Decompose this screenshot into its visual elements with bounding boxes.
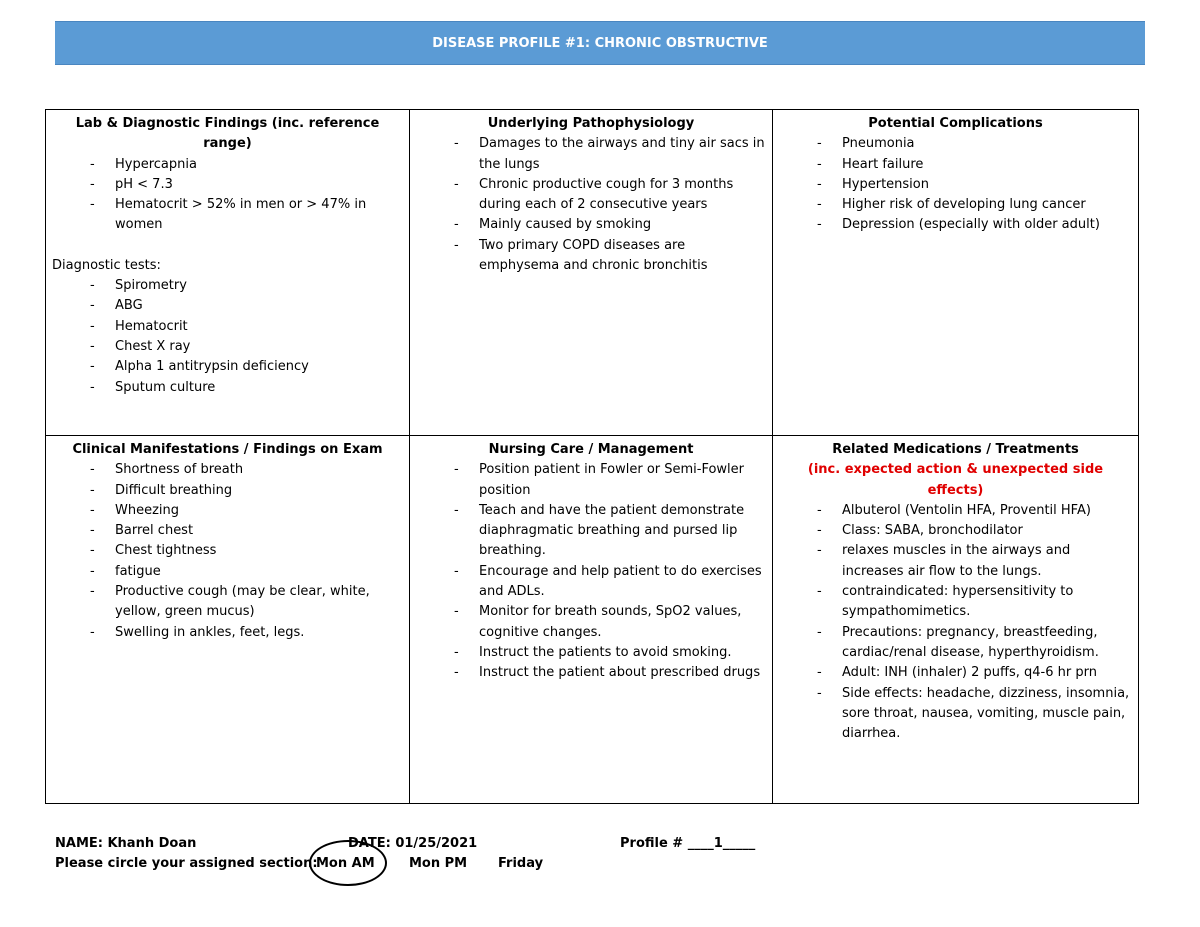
list-item: - Hematocrit > 52% in men or > 47% in women [90, 195, 403, 236]
section-option-mon-am: Mon AM [316, 856, 375, 871]
list-item: - Damages to the airways and tiny air sacs in the lungs [454, 134, 766, 175]
list-item: - Spirometry [90, 276, 403, 296]
complications-list [779, 134, 1132, 235]
list-item: - Adult: INH (inhaler) 2 puffs, q4-6 hr prn [817, 663, 1132, 683]
list-item: - Productive cough (may be clear, white, yellow, green mucus) [90, 582, 403, 623]
diagnostic-tests-heading: Diagnostic tests: [52, 257, 161, 273]
list-item: - Encourage and help patient to do exercises and ADLs. [454, 562, 766, 603]
list-item: - pH < 7.3 [90, 175, 403, 195]
lab-findings-cell [46, 110, 410, 436]
list-item: - Depression (especially with older adult) [817, 215, 1132, 235]
cell-title: Potential Complications [868, 116, 1043, 131]
list-item: - Wheezing [90, 501, 403, 521]
list-item: - ABG [90, 296, 403, 316]
cell-title: Related Medications / Treatments [832, 442, 1079, 457]
list-item: - Monitor for breath sounds, SpO2 values, cognitive changes. [454, 602, 766, 643]
pathophysiology-list [416, 134, 766, 276]
pathophysiology-cell [410, 110, 773, 436]
lab-findings-list [52, 155, 403, 236]
page-title: DISEASE PROFILE #1: CHRONIC OBSTRUCTIVE [432, 35, 768, 51]
list-item: - Sputum culture [90, 378, 403, 398]
list-item: - Swelling in ankles, feet, legs. [90, 623, 403, 643]
footer [55, 834, 955, 874]
cell-title: Lab & Diagnostic Findings (inc. reference range) [75, 116, 380, 152]
cell-title: Underlying Pathophysiology [487, 116, 695, 131]
date-field: DATE: 01/25/2021 [348, 836, 478, 851]
section-option-mon-pm: Mon PM [409, 856, 468, 871]
section-circle-mark [309, 840, 387, 886]
list-item: - Chest X ray [90, 337, 403, 357]
list-item: - Chest tightness [90, 541, 403, 561]
section-prompt: Please circle your assigned section: [55, 856, 318, 871]
student-name: NAME: Khanh Doan [55, 836, 197, 851]
list-item: - Hematocrit [90, 317, 403, 337]
list-item: - Shortness of breath [90, 460, 403, 480]
page-banner [55, 21, 1145, 65]
list-item: - contraindicated: hypersensitivity to sympathomimetics. [817, 582, 1132, 623]
list-item: - Barrel chest [90, 521, 403, 541]
list-item: - Alpha 1 antitrypsin deficiency [90, 357, 403, 377]
list-item: - Hypertension [817, 175, 1132, 195]
list-item: - fatigue [90, 562, 403, 582]
cell-title: Nursing Care / Management [488, 442, 694, 457]
list-item: - Two primary COPD diseases are emphysema and chronic bronchitis [454, 236, 766, 277]
list-item: - Higher risk of developing lung cancer [817, 195, 1132, 215]
list-item: - Class: SABA, bronchodilator [817, 521, 1132, 541]
list-item: - Position patient in Fowler or Semi-Fowler position [454, 460, 766, 501]
list-item: - Albuterol (Ventolin HFA, Proventil HFA) [817, 501, 1132, 521]
clinical-manifestations-list [52, 460, 403, 643]
list-item: - relaxes muscles in the airways and increases air flow to the lungs. [817, 541, 1132, 582]
list-item: - Chronic productive cough for 3 months during each of 2 consecutive years [454, 175, 766, 216]
list-item: - Instruct the patients to avoid smoking. [454, 643, 766, 663]
disease-profile-table [45, 109, 1139, 804]
cell-subtitle: (inc. expected action & unexpected side effects) [807, 462, 1104, 498]
list-item: - Heart failure [817, 155, 1132, 175]
list-item: - Precautions: pregnancy, breastfeeding, cardiac/renal disease, hyperthyroidism. [817, 623, 1132, 664]
list-item: - Pneumonia [817, 134, 1132, 154]
list-item: - Difficult breathing [90, 481, 403, 501]
clinical-manifestations-cell [46, 436, 410, 804]
list-item: - Teach and have the patient demonstrate diaphragmatic breathing and pursed lip breathing. [454, 501, 766, 562]
cell-title: Clinical Manifestations / Findings on Exam [72, 442, 383, 457]
medications-list [779, 501, 1132, 745]
nursing-care-list [416, 460, 766, 683]
list-item: - Mainly caused by smoking [454, 215, 766, 235]
list-item: - Hypercapnia [90, 155, 403, 175]
list-item: - Side effects: headache, dizziness, insomnia, sore throat, nausea, vomiting, muscle pain, diarrhea. [817, 684, 1132, 745]
section-option-friday: Friday [498, 856, 544, 871]
nursing-care-cell [410, 436, 773, 804]
diagnostic-tests-list [52, 276, 403, 398]
list-item: - Instruct the patient about prescribed drugs [454, 663, 766, 683]
complications-cell [773, 110, 1139, 436]
profile-number: Profile # ____1_____ [620, 836, 756, 851]
medications-cell [773, 436, 1139, 804]
